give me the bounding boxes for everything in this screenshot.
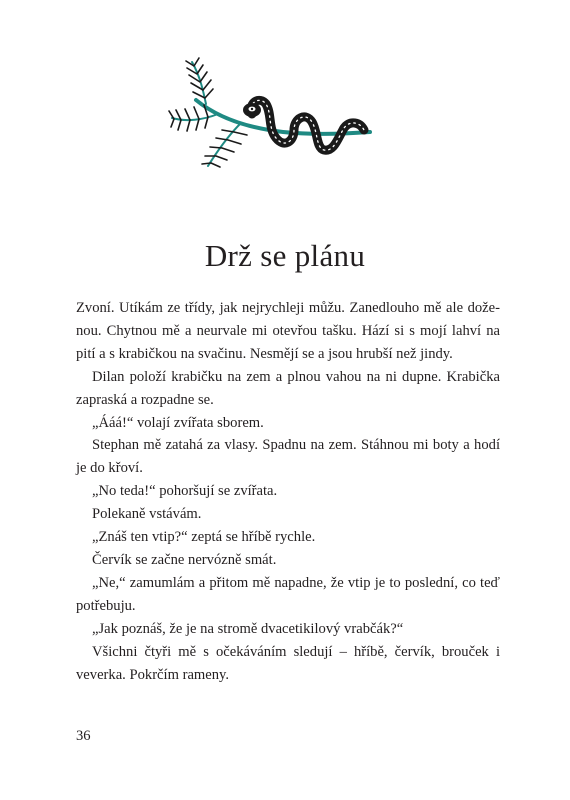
paragraph: „Ááá!“ volají zvířata sborem. [92,414,264,431]
paragraph: Dilan položí krabičku na zem a plnou vahou na ni dupne. Krabička zapraská a rozpadne se. [76,368,500,408]
snake-icon [243,100,364,150]
paragraph: „Ne,“ zamumlám a přitom mě napadne, že vtip je to poslední, co teď potřebuju. [76,574,500,614]
paragraph: Všichni čtyři mě s očekáváním sledují – hříbě, červík, brouček i veverka. Pokrčím rameny. [76,643,500,683]
chapter-body [76,297,500,686]
chapter-title: Drž se plánu [204,238,366,273]
paragraph: „Znáš ten vtip?“ zeptá se hříbě rychle. [92,529,316,546]
paragraph: „Jak poznáš, že je na stromě dvacetikilový vrabčák?“ [92,620,404,637]
paragraph: Červík se začne nervózně smát. [92,551,277,568]
paragraph: Stephan mě zatahá za vlasy. Spadnu na zem. Stáhnou mi boty a hodí je do křoví. [76,437,500,477]
paragraph: „No teda!“ pohoršují se zvířata. [92,483,278,500]
branch-snake-illustration [148,52,380,192]
paragraph: Polekaně vstávám. [92,506,202,523]
page-number: 36 [76,728,91,744]
pine-needles-icon [169,58,247,167]
paragraph: Zvoní. Utíkám ze třídy, jak nejrychleji můžu. Zanedlouho mě ale doženou. Chytnou mě a neurvale mi otevřou tašku. Hází si s mojí lahví na pití a s krabičkou na svačinu. Nesmějí se a jsou hrubší než jindy. [76,300,500,362]
